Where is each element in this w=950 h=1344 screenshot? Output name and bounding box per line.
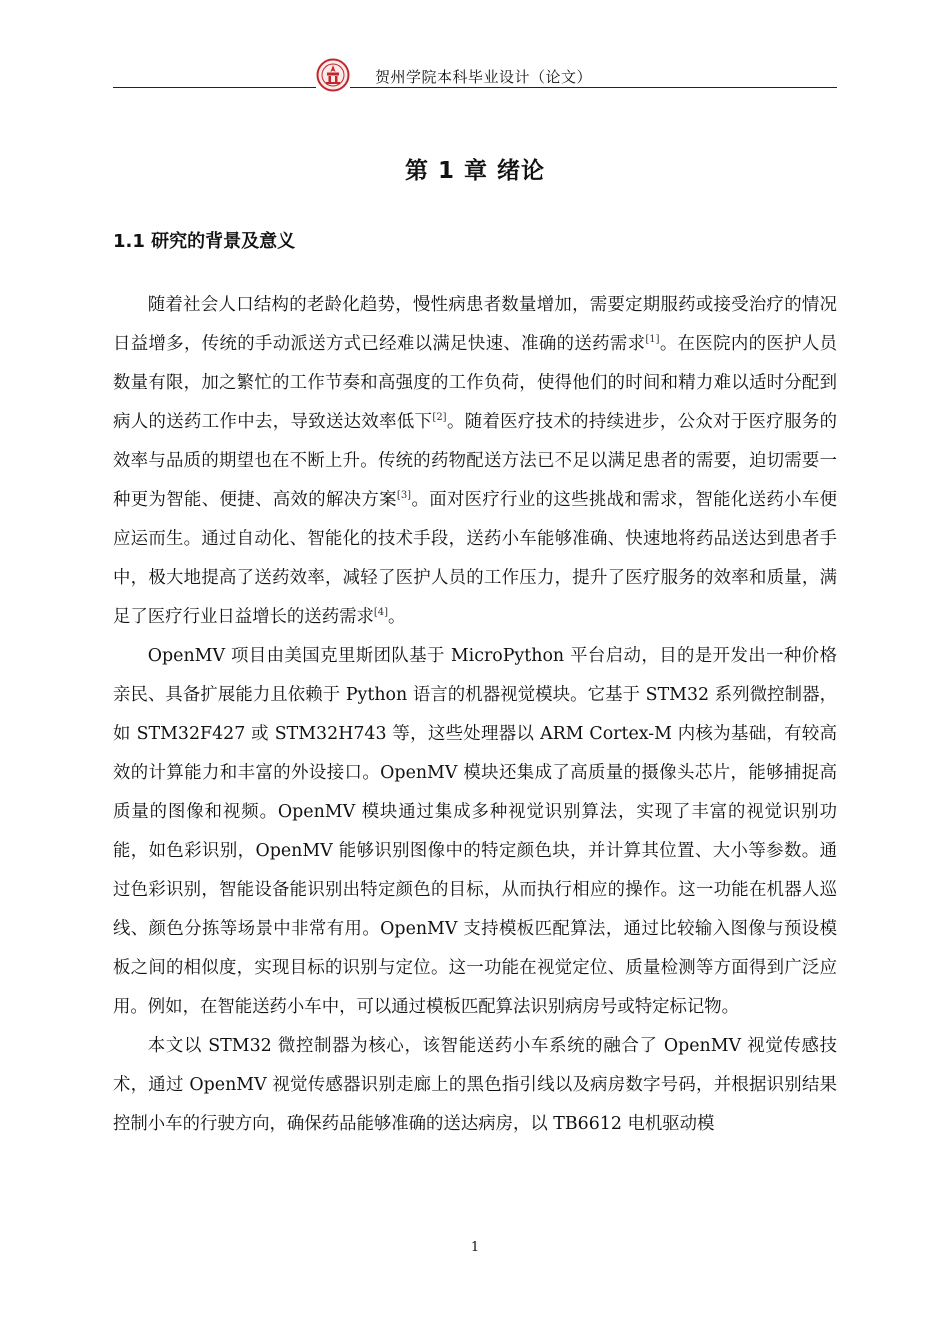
citation-reference: [1] <box>645 334 660 346</box>
paragraph-background <box>113 286 837 637</box>
citation-reference: [2] <box>432 412 447 424</box>
paragraph-text-segment: 随着社会人口结构的老龄化趋势，慢性病患者数量增加，需要定期服药或接受治疗的情况日益增多，传统的手动派送方式已经难以满足快速、准确的送药需求 <box>113 295 837 354</box>
paragraph-text-segment: 。在医院内的医护人员数量有限，加之繁忙的工作节奏和高强度的工作负荷，使得他们的时间和精力难以适时分配到病人的送药工作中去，导致送达效率低下 <box>113 334 837 432</box>
citation-reference: [3] <box>396 490 412 502</box>
paragraph-text-segment: 。随着医疗技术的持续进步，公众对于医疗服务的效率与品质的期望也在不断上升。传统的药物配送方法已不足以满足患者的需要，迫切需要一种更为智能、便捷、高效的解决方案 <box>113 412 837 510</box>
section-title: 1.1 研究的背景及意义 <box>113 231 296 252</box>
body-text <box>113 286 837 1144</box>
paragraph-openmv: OpenMV 项目由美国克里斯团队基于 MicroPython 平台启动，目的是开发出一种价格亲民、具备扩展能力且依赖于 Python 语言的机器视觉模块。它基于 STM32 系列微控制器，如 STM32F427 或 STM32H743 等，这些处理器以 ARM Cortex-M 内核为基础，有较高效的计算能力和丰富的外设接口。OpenMV 模块还集成了高质量的摄像头芯片，能够捕捉高质量的图像和视频。OpenMV 模块通过集成多种视觉识别算法，实现了丰富的视觉识别功能，如色彩识别，OpenMV 能够识别图像中的特定颜色块，并计算其位置、大小等参数。通过色彩识别，智能设备能识别出特定颜色的目标，从而执行相应的操作。这一功能在机器人巡线、颜色分拣等场景中非常有用。OpenMV 支持模板匹配算法，通过比较输入图像与预设模板之间的相似度，实现目标的识别与定位。这一功能在视觉定位、质量检测等方面得到广泛应用。例如，在智能送药小车中，可以通过模板匹配算法识别病房号或特定标记物。 <box>113 646 837 1017</box>
header-rule <box>113 87 837 88</box>
paragraph-system-overview: 本文以 STM32 微控制器为核心，该智能送药小车系统的融合了 OpenMV 视觉传感技术，通过 OpenMV 视觉传感器识别走廊上的黑色指引线以及病房数字号码，并根据识别结果控制小车的行驶方向，确保药品能够准确的送达病房，以 TB6612 电机驱动模 <box>113 1036 837 1134</box>
page-header <box>113 58 837 90</box>
chapter-title: 第 1 章 绪论 <box>404 158 546 184</box>
page-number: 1 <box>470 1240 480 1255</box>
paragraph-text-segment: 。 <box>388 607 406 627</box>
citation-reference: [4] <box>373 607 389 619</box>
header-title: 贺州学院本科毕业设计（论文） <box>375 68 593 86</box>
paragraph-text-segment: 。面对医疗行业的这些挑战和需求，智能化送药小车便应运而生。通过自动化、智能化的技术手段，送药小车能够准确、快速地将药品送达到患者手中，极大地提高了送药效率，减轻了医护人员的工作压力，提升了医疗服务的效率和质量，满足了医疗行业日益增长的送药需求 <box>113 490 837 627</box>
university-logo-icon <box>316 58 350 92</box>
